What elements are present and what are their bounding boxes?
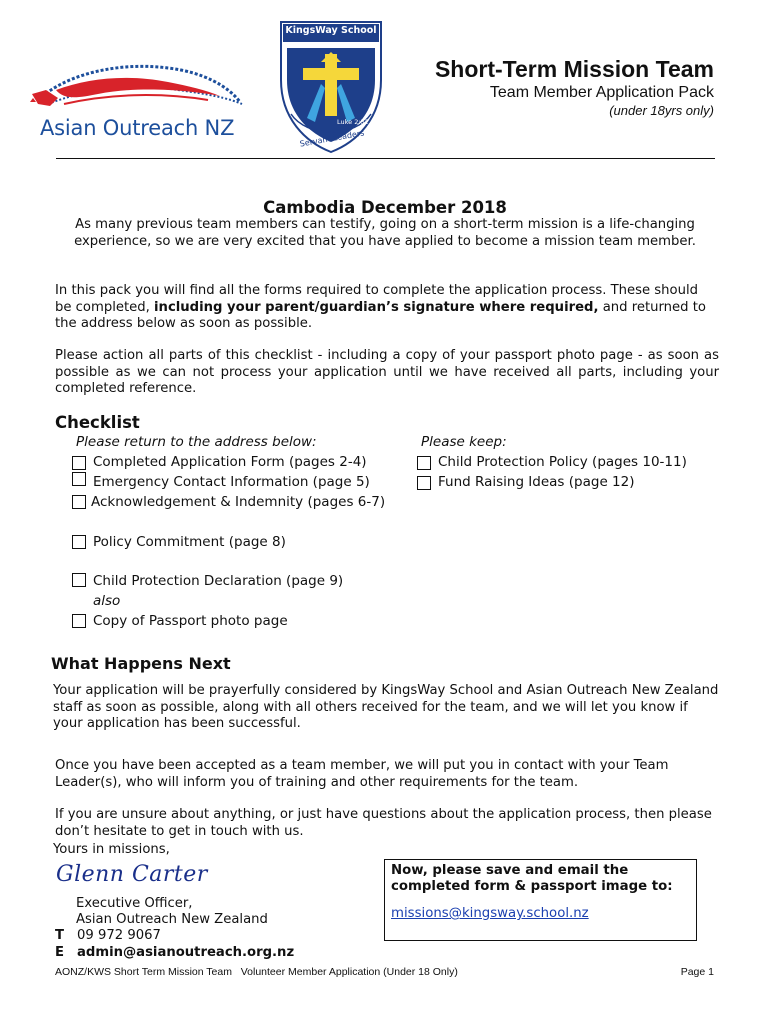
keep-label: Please keep: — [421, 434, 507, 450]
email-instructions-box — [384, 859, 697, 941]
closing: Yours in missions, — [53, 842, 170, 857]
age-note: (under 18yrs only) — [609, 103, 714, 118]
checkbox-application-form[interactable] — [72, 456, 86, 470]
checklist-item-application-form: Completed Application Form (pages 2-4) — [93, 454, 367, 470]
keep-item-fund-raising: Fund Raising Ideas (page 12) — [438, 474, 635, 490]
checkbox-child-protection-declaration[interactable] — [72, 573, 86, 587]
checklist-item-policy-commitment: Policy Commitment (page 8) — [93, 534, 286, 550]
header-divider — [56, 158, 715, 159]
checklist-heading: Checklist — [55, 413, 140, 432]
footer-text: AONZ/KWS Short Term Mission Team Volunteer Member Application (Under 18 Only) — [55, 966, 458, 978]
checklist-item-emergency-contact: Emergency Contact Information (page 5) — [93, 474, 370, 490]
intro-paragraph-1 — [55, 283, 717, 333]
intro-p1-text: In this pack you will find all the forms required to complete the application process. These should be completed, — [55, 283, 698, 315]
admin-email: admin@asianoutreach.org.nz — [77, 945, 295, 960]
email-instruction-text: Now, please save and email the completed form & passport image to: — [391, 863, 673, 894]
checklist-item-passport-copy: Copy of Passport photo page — [93, 613, 288, 629]
signoff-role: Executive Officer, — [76, 896, 193, 911]
checkbox-passport-copy[interactable] — [72, 614, 86, 628]
signature: Glenn Carter — [56, 862, 208, 887]
intro-p1-end: and returned to the address below as soon as possible. — [55, 299, 706, 331]
checklist-item-child-protection-declaration: Child Protection Declaration (page 9) — [93, 573, 344, 589]
return-label: Please return to the address below: — [76, 434, 317, 450]
trip-heading: Cambodia December 2018 — [263, 198, 507, 217]
next-paragraph-3: If you are unsure about anything, or just have questions about the application process, then please don’t hesitate to get in touch with us. — [55, 807, 712, 839]
next-paragraph-2: Once you have been accepted as a team member, we will put you in contact with your Team Leader(s), who will inform you of training and other requirements for the team. — [55, 758, 669, 790]
phone-number: 09 972 9067 — [77, 928, 161, 943]
checkbox-child-protection-policy[interactable] — [417, 456, 431, 470]
checkbox-policy-commitment[interactable] — [72, 535, 86, 549]
kingsway-name: KingsWay School — [285, 25, 377, 36]
checkbox-emergency-contact[interactable] — [72, 472, 86, 486]
missions-email-link[interactable]: missions@kingsway.school.nz — [391, 906, 589, 921]
intro-paragraph-2: Please action all parts of this checklist - including a copy of your passport photo page - as soon as possible as we can not process your application until we have received all parts, including your completed reference. — [55, 348, 719, 396]
kingsway-verse: Luke 2:52 — [337, 118, 369, 126]
next-paragraph-1: Your application will be prayerfully considered by KingsWay School and Asian Outreach New Zealand staff as soon as possible, along with all others received for the team, and we will let you know if your application has been successful. — [53, 683, 719, 731]
checklist-item-acknowledgement: Acknowledgement & Indemnity (pages 6-7) — [91, 494, 386, 510]
also-label: also — [93, 593, 121, 609]
phone-prefix: T — [55, 928, 64, 943]
kingsway-motto: Servant Leaders — [299, 128, 365, 149]
asian-outreach-logo-text: Asian Outreach NZ — [40, 116, 235, 140]
kingsway-crest — [277, 18, 385, 158]
page-subtitle: Team Member Application Pack — [489, 84, 714, 101]
asian-outreach-swoosh-icon — [28, 60, 253, 118]
keep-item-child-protection-policy: Child Protection Policy (pages 10-11) — [438, 454, 687, 470]
asian-outreach-logo — [28, 60, 253, 144]
checkbox-fund-raising[interactable] — [417, 476, 431, 490]
page-number: Page 1 — [680, 966, 714, 978]
next-heading: What Happens Next — [51, 654, 231, 673]
email-prefix: E — [55, 945, 65, 960]
intro-lead: As many previous team members can testify, going on a short-term mission is a life-changing experience, so we are very excited that you have applied to become a mission team member. — [74, 217, 696, 249]
signoff-org: Asian Outreach New Zealand — [76, 912, 268, 927]
intro-p1-emphasis: including your parent/guardian’s signature where required, — [154, 299, 599, 315]
checkbox-acknowledgement[interactable] — [72, 495, 86, 509]
page-title: Short-Term Mission Team — [434, 56, 714, 82]
